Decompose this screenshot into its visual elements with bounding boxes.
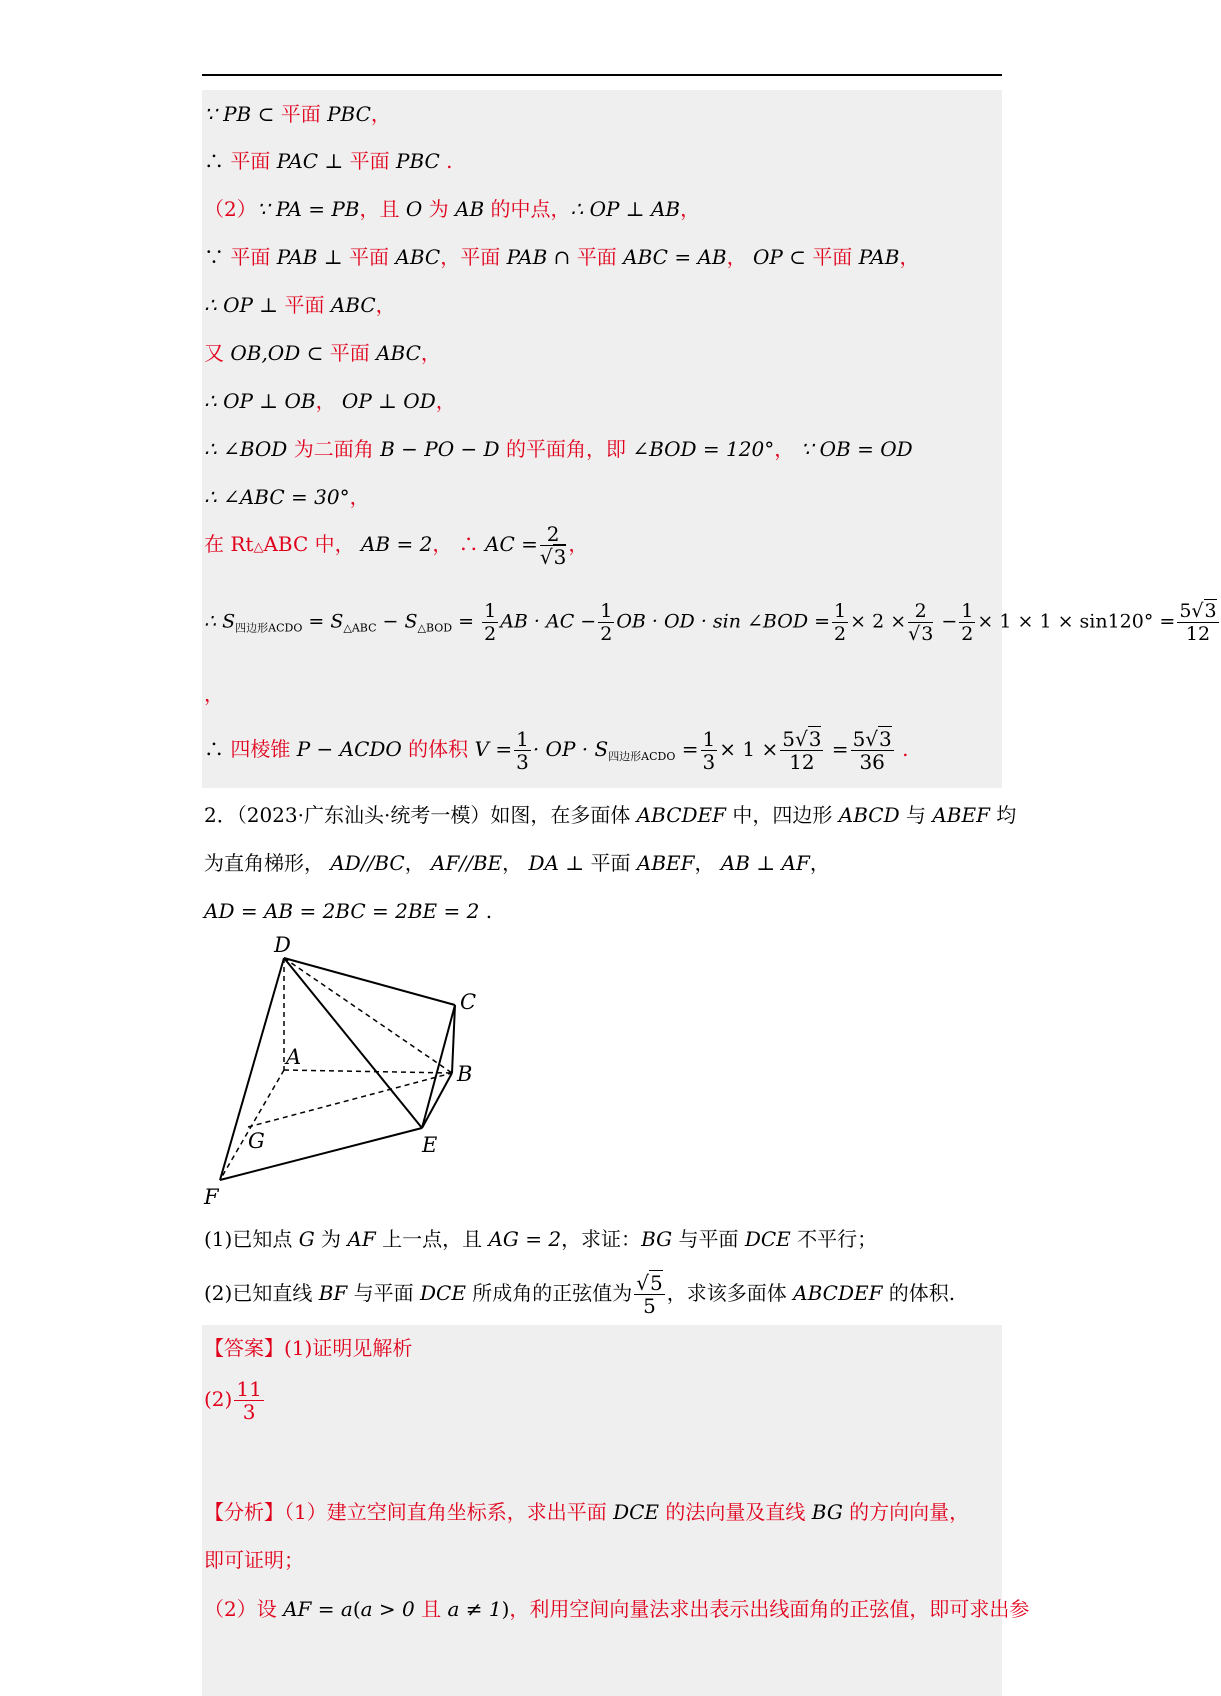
sol-text: ， — [899, 245, 920, 269]
sol-text: ，且 — [359, 197, 406, 221]
analysis-text: a > 0 — [360, 1597, 415, 1621]
sol-text: 为二面角 — [287, 437, 381, 461]
q2-line-3 — [204, 897, 492, 925]
sol-text: 平面 — [329, 341, 377, 365]
analysis-text: 的方向向量， — [842, 1500, 970, 1524]
sol-text: ， — [680, 197, 701, 221]
fraction: $\frac{1}{2}$ — [484, 600, 497, 645]
sol-text: AB = 2 — [360, 532, 433, 556]
sol-text: OP — [752, 245, 783, 269]
edge-AB — [284, 1070, 452, 1073]
sol-text: ， — [315, 389, 342, 413]
sol-text: ∠BOD = 120° — [632, 437, 775, 461]
sol-text: ∵ PA = PB — [256, 197, 360, 221]
fraction: $\frac{2}{√3}$ — [908, 600, 934, 645]
label-A: A — [286, 1045, 302, 1069]
sol-text: 平面 — [230, 149, 277, 173]
sol-text: ∴ — [204, 737, 231, 761]
sol-text: 的平面角，即 — [499, 437, 633, 461]
analysis-text: （2）设 — [204, 1597, 284, 1621]
sol-text: 平面 — [284, 293, 331, 317]
fraction: $\frac{2}{√3}$ — [539, 522, 567, 569]
answer-line-1 — [204, 1334, 412, 1362]
q2-text: 中，四边形 — [726, 803, 839, 827]
analysis-line-2 — [204, 1546, 304, 1574]
q2-text: DCE — [419, 1281, 466, 1305]
sol-text: ， — [568, 532, 589, 556]
q2-text: AD//BC — [330, 851, 405, 875]
q2-text: 的体积. — [882, 1281, 956, 1305]
q2-part-1 — [204, 1225, 877, 1253]
sol-text: ∴ ∠BOD — [204, 437, 288, 461]
sqrt-icon: √ — [908, 623, 921, 645]
sol-text: P − ACDO — [296, 737, 402, 761]
sol-text: 在 Rt — [204, 532, 254, 556]
sol-text: = — [825, 737, 849, 761]
analysis-tag: 【分析】 — [204, 1500, 284, 1524]
sol-text: AC = — [485, 532, 538, 556]
sol-line-8 — [204, 435, 913, 463]
sol-line-10 — [204, 523, 588, 568]
q2-text: 与 — [899, 803, 933, 827]
sol-text: = S — [302, 610, 344, 633]
edge-AF — [220, 1070, 284, 1180]
sol-text: 四棱锥 — [230, 737, 297, 761]
q2-text: ABEF — [932, 803, 990, 827]
sol-line-11: ∴ $S_{四边形ACDO} = S_{\triangle ABC} - S_{\triangle BOD}$ = $\frac{1}{2}$ AB · AC − $\frac{1}{2}$ OB · OD · sin ∠BOD = $\frac{1}{2}$ × 2 × $\frac{2}{√3}$ − $\frac{1}{2}$ × 1 × 1 × sin120° = $\frac{5√3}{12}$ — [204, 600, 1217, 645]
q2-text: 不平行； — [790, 1227, 878, 1251]
sol-text: ⊥ — [318, 149, 350, 173]
sol-text: · OP · S — [532, 737, 609, 761]
sol-text: . — [895, 737, 909, 761]
q2-part-2 — [204, 1272, 955, 1317]
sol-text: PAB — [858, 245, 900, 269]
q2-text: DCE — [744, 1227, 791, 1251]
triangle-icon: △ — [253, 540, 264, 555]
analysis-text: 的法向量及直线 — [659, 1500, 812, 1524]
label-G: G — [248, 1129, 265, 1153]
sol-text: ∵ — [204, 245, 231, 269]
edge-DE — [284, 958, 422, 1128]
q2-text: 与平面 — [347, 1281, 420, 1305]
label-F: F — [204, 1185, 219, 1209]
sol-text: （2） — [204, 197, 257, 221]
sol-line-7 — [204, 387, 456, 415]
q2-text: ABCDEF — [793, 1281, 883, 1305]
sol-text: = — [452, 610, 481, 633]
sol-text: ABC — [330, 293, 376, 317]
answer-line-2 — [204, 1378, 266, 1423]
sol-text: ， — [370, 102, 391, 126]
q2-text: ABEF — [636, 851, 695, 875]
q2-text: AG = 2 — [488, 1227, 562, 1251]
sol-text: ∵ OB = OD — [800, 437, 913, 461]
sol-text: PAB — [506, 245, 548, 269]
fraction: $\frac{5√3}{36}$ — [852, 727, 892, 774]
sol-text: 的中点， — [484, 197, 571, 221]
sol-text: AB · AC − — [500, 610, 597, 633]
q2-text: 均 — [989, 803, 1017, 827]
sol-line-1 — [204, 100, 391, 128]
sol-line-5 — [204, 291, 396, 319]
answer-text: (2) — [204, 1387, 233, 1411]
q2-text: BG — [641, 1227, 673, 1251]
q2-text: AB ⊥ AF — [720, 851, 810, 875]
sol-text: OP ⊥ OD — [341, 389, 436, 413]
sol-text: × 1 × — [719, 737, 779, 761]
sol-text: ABC = AB — [623, 245, 727, 269]
sol-text: ⊂ — [782, 245, 813, 269]
q2-text: ⊥ 平面 — [558, 851, 637, 875]
sol-text: V = — [474, 737, 513, 761]
analysis-text: DCE — [613, 1500, 660, 1524]
q2-line-1 — [204, 801, 1016, 829]
sol-text: × 2 × — [850, 610, 907, 633]
sol-text: PAB — [276, 245, 318, 269]
sol-text: 为 — [422, 197, 455, 221]
label-B: B — [457, 1062, 473, 1086]
q2-text: 为 — [314, 1227, 348, 1251]
sol-text: 平面 — [349, 149, 396, 173]
sol-text: ， — [435, 389, 456, 413]
q2-text: BF — [318, 1281, 348, 1305]
sol-text: PBC — [327, 102, 371, 126]
q2-text: 与平面 — [672, 1227, 745, 1251]
sol-text: × 1 × 1 × sin120° = — [977, 610, 1176, 633]
label-D: D — [274, 933, 291, 957]
fraction: $\frac{1}{3}$ — [702, 727, 716, 774]
sol-text: ABC — [376, 341, 421, 365]
sqrt-icon: √ — [1191, 600, 1204, 622]
sol-text: ∵ PB ⊂ — [204, 102, 281, 126]
sol-line-6 — [204, 339, 441, 367]
sol-text: ，平面 — [440, 245, 507, 269]
sol-text: ABC 中， — [263, 532, 361, 556]
sol-text: AB — [455, 197, 485, 221]
sol-text: ⊂ — [300, 341, 330, 365]
fraction: $\frac{5√3}{12}$ — [782, 727, 822, 774]
sol-text: − S — [376, 610, 418, 633]
q2-text: 为直角梯形， — [204, 851, 331, 875]
sol-text: OB · OD · sin ∠BOD = — [616, 610, 831, 633]
fraction: $\frac{1}{2}$ — [600, 600, 613, 645]
sol-text: 平面 — [576, 245, 624, 269]
edge-DC — [284, 958, 455, 1005]
sol-text: ⊥ — [317, 245, 350, 269]
header-rule — [202, 74, 1002, 76]
sol-text: ABC — [395, 245, 441, 269]
analysis-text: 且 — [414, 1597, 448, 1621]
q2-text: ABCDEF — [636, 803, 727, 827]
analysis-text: ) — [501, 1597, 510, 1621]
fraction: $\frac{1}{2}$ — [834, 600, 847, 645]
sol-text: 平面 — [230, 245, 277, 269]
sol-text: ∴ OP ⊥ AB — [570, 197, 681, 221]
sol-text: ， — [204, 682, 224, 706]
fraction: $\frac{1}{2}$ — [961, 600, 974, 645]
analysis-text: ( — [352, 1597, 361, 1621]
sol-text: − — [935, 610, 958, 633]
sol-line-9 — [204, 483, 370, 511]
label-C: C — [460, 990, 477, 1014]
q2-text: AF — [347, 1227, 376, 1251]
sol-text: ∴ ∠ABC = 30° — [204, 485, 350, 509]
answer-text: (1)证明见解析 — [284, 1336, 413, 1360]
sol-text: 又 — [204, 341, 231, 365]
sqrt-icon: √ — [539, 545, 553, 569]
edge-DB — [284, 958, 452, 1073]
analysis-text: AF = a — [283, 1597, 353, 1621]
sol-text: OB,OD — [230, 341, 301, 365]
label-E: E — [422, 1133, 438, 1157]
analysis-text: BG — [811, 1500, 843, 1524]
sol-text: O — [405, 197, 423, 221]
q2-text: ， — [502, 851, 529, 875]
sol-text: ∴ OP ⊥ — [204, 293, 285, 317]
sol-text: ∴ OP ⊥ OB — [204, 389, 316, 413]
polyhedron-figure — [200, 930, 490, 1210]
analysis-line-3 — [204, 1595, 1029, 1623]
analysis-text: 即可证明； — [204, 1548, 304, 1572]
sol-line-2 — [204, 147, 453, 175]
sol-text: ， — [774, 437, 801, 461]
q2-text: AF//BE — [431, 851, 503, 875]
fraction: $\frac{1}{3}$ — [516, 727, 529, 774]
sol-line-4 — [204, 243, 919, 271]
q2-text: ABCD — [838, 803, 900, 827]
analysis-text: （1）建立空间直角坐标系，求出平面 — [284, 1500, 614, 1524]
sol-text: ∴ — [204, 149, 231, 173]
edge-EB — [422, 1073, 452, 1128]
q2-text: . — [479, 899, 493, 923]
q2-text: ，求证： — [561, 1227, 642, 1251]
sqrt-icon: √ — [794, 727, 808, 751]
sol-text: ， — [726, 245, 753, 269]
sol-text: B − PO − D — [380, 437, 500, 461]
sol-text: PBC — [395, 149, 440, 173]
analysis-text: ，利用空间向量法求出表示出线面角的正弦值，即可求出参 — [509, 1597, 1030, 1621]
sol-text: = — [675, 737, 699, 761]
answer-tag: 【答案】 — [204, 1336, 284, 1360]
analysis-text: a ≠ 1 — [447, 1597, 502, 1621]
q2-text: ， — [694, 851, 721, 875]
sol-text: ， — [375, 293, 396, 317]
q2-text: DA — [528, 851, 559, 875]
sol-line-13: ∴ 四棱锥 P − ACDO 的体积 V = $\frac{1}{3}$ · OP · $S_{四边形ACDO}$ = $\frac{1}{3}$ × 1 × $\frac{5√3}{12}$ = $\frac{5√3}{36}$ . — [204, 727, 909, 774]
sqrt-icon: √ — [865, 727, 879, 751]
sol-text: 平面 — [349, 245, 396, 269]
fraction: $\frac{5√3}{12}$ — [1179, 600, 1217, 645]
q2-text: 所成角的正弦值为 — [465, 1281, 633, 1305]
edge-GB — [248, 1073, 452, 1127]
sol-line-3 — [204, 195, 700, 223]
sol-text: ∴ S — [204, 610, 236, 633]
sol-text: 平面 — [812, 245, 859, 269]
sol-text: ∩ — [547, 245, 577, 269]
sol-text: PAC — [276, 149, 319, 173]
q2-text: G — [298, 1227, 315, 1251]
sol-text: ， ∴ — [432, 532, 486, 556]
q2-text: (2)已知直线 — [204, 1281, 319, 1305]
edge-EC — [422, 1005, 455, 1128]
sol-text: ， — [349, 485, 370, 509]
sol-text: 的体积 — [401, 737, 475, 761]
fraction: $\frac{√5}{5}$ — [636, 1271, 663, 1318]
sol-line-12 — [204, 680, 224, 708]
sol-text: 平面 — [280, 102, 328, 126]
q2-text: 上一点，且 — [375, 1227, 489, 1251]
q2-text: ， — [809, 851, 830, 875]
sqrt-icon: √ — [636, 1271, 650, 1295]
q2-text: 2．（2023·广东汕头·统考一模）如图，在多面体 — [204, 803, 637, 827]
sol-text: . — [439, 149, 453, 173]
analysis-line-1 — [204, 1498, 969, 1526]
q2-line-2 — [204, 849, 830, 877]
q2-text: ， — [404, 851, 432, 875]
sol-text: ， — [420, 341, 441, 365]
q2-text: ，求该多面体 — [666, 1281, 794, 1305]
q2-text: (1)已知点 — [204, 1227, 299, 1251]
fraction: $\frac{11}{3}$ — [236, 1377, 262, 1424]
q2-text: AD = AB = 2BC = 2BE = 2 — [204, 899, 480, 923]
